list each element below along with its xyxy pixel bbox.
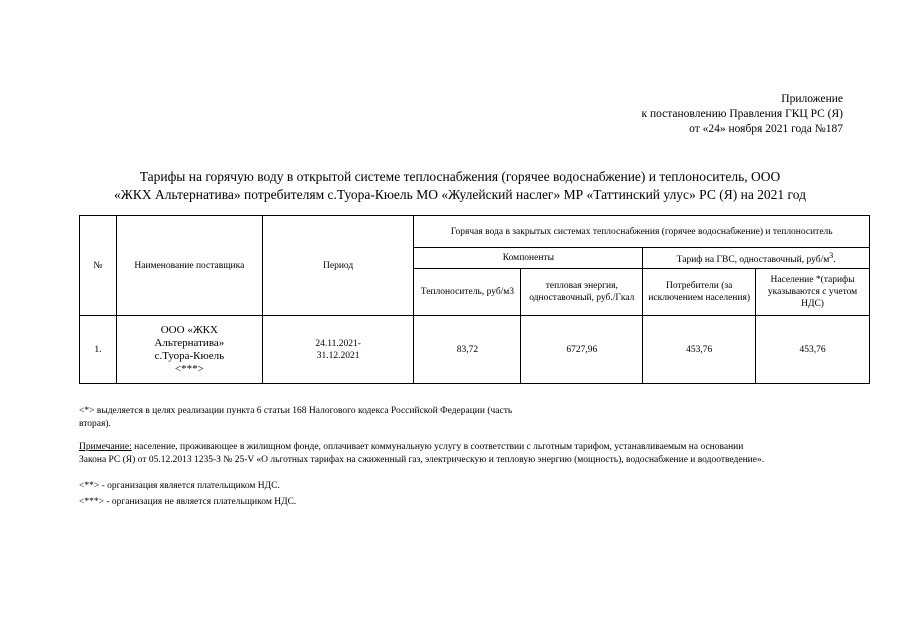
remark-text: население, проживающее в жилищном фонде, оплачивает коммунальную услугу в соответствии с льготным тарифом, устанавливаемым на основании	[131, 442, 744, 452]
table-row	[80, 316, 870, 384]
header-population: Население *(тарифы указываются с учетом НДС)	[756, 269, 870, 316]
note-vat-line-1: <*> выделяется в целях реализации пункта 6 статьи 168 Налогового кодекса Российской Федерации (часть	[79, 406, 513, 416]
header-consumers: Потребители (за исключением населения)	[643, 269, 756, 316]
note-vat	[79, 405, 879, 431]
appendix-line-3: от «24» ноября 2021 года №187	[689, 123, 843, 135]
appendix-header	[642, 92, 844, 137]
appendix-line-2: к постановлению Правления ГКЦ РС (Я)	[641, 108, 843, 120]
header-group: Горячая вода в закрытых системах теплоснабжения (горячее водоснабжение) и теплоноситель	[414, 216, 870, 248]
note-vat-legend	[79, 480, 879, 509]
header-components: Компоненты	[414, 248, 643, 269]
row-heat-energy: 6727,96	[521, 316, 643, 384]
note-remark-line-2: Закона РС (Я) от 05.12.2013 1235-З № 25-V «О льготных тарифах на сжиженный газ, электрическую и тепловую энергию (мощность), водоснабжение и водоотведение».	[79, 455, 765, 465]
period-line-2: 31.12.2021	[316, 350, 360, 361]
header-tariff-text: Тариф на ГВС, одноставочный, руб/м	[676, 255, 830, 266]
header-heat-energy: тепловая энергия, одноставочный, руб./Гкал	[521, 269, 643, 316]
row-population: 453,76	[756, 316, 870, 384]
row-consumers: 453,76	[643, 316, 756, 384]
header-tariff	[643, 248, 870, 269]
note-vat-line-2: вторая).	[79, 419, 111, 429]
row-num: 1.	[80, 316, 117, 384]
header-tariff-sup: 3	[829, 251, 834, 260]
title-line-1: Тарифы на горячую воду в открытой системе теплоснабжения (горячее водоснабжение) и теплоноситель, ООО	[139, 169, 781, 184]
document-title	[60, 168, 860, 204]
note-remark-line-1	[79, 441, 879, 454]
header-tariff-end: .	[833, 255, 836, 266]
supplier-line-1: ООО «ЖКХ	[160, 323, 218, 336]
supplier-line-4: <***>	[174, 362, 204, 375]
row-supplier	[116, 316, 262, 384]
remark-label: Примечание:	[79, 442, 132, 452]
title-line-2: «ЖКХ Альтернатива» потребителям с.Туора-Кюель МО «Жулейский наслег» МР «Таттинский улус» РС (Я) на 2021 год	[114, 187, 806, 202]
note-vat-nonpayer: <***> - организация не является плательщиком НДС.	[79, 497, 297, 507]
header-supplier: Наименование поставщика	[116, 216, 262, 316]
header-num: №	[80, 216, 117, 316]
supplier-line-3: с.Туора-Кюель	[154, 349, 225, 362]
supplier-line-2: Альтернатива»	[154, 336, 225, 349]
row-period	[262, 316, 414, 384]
note-vat-payer: <**> - организация является плательщиком НДС.	[79, 481, 280, 491]
tariff-table	[79, 215, 870, 384]
header-coolant: Теплоноситель, руб/м3	[414, 269, 521, 316]
appendix-line-1: Приложение	[781, 93, 843, 105]
period-line-1: 24.11.2021-	[315, 338, 361, 349]
header-period: Период	[262, 216, 414, 316]
row-coolant: 83,72	[414, 316, 521, 384]
note-remark	[79, 441, 879, 467]
